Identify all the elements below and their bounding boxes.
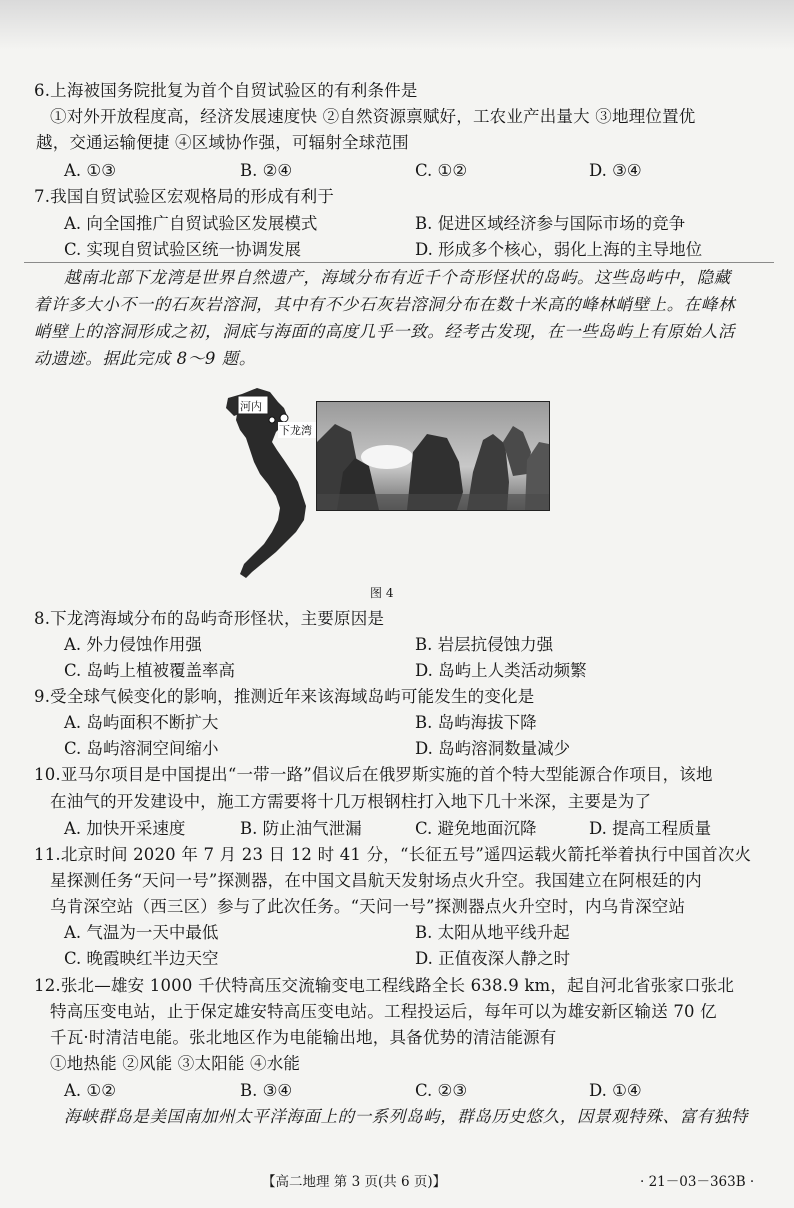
- q8-option-c: C. 岛屿上植被覆盖率高: [64, 661, 236, 680]
- q9-option-a: A. 岛屿面积不断扩大: [64, 713, 219, 732]
- q11-option-a: A. 气温为一天中最低: [64, 923, 219, 942]
- passage2-line1: 海峡群岛是美国南加州太平洋海面上的一系列岛屿，群岛历史悠久，因景观特殊、富有独特: [64, 1107, 748, 1126]
- q7-option-c: C. 实现自贸试验区统一协调发展: [64, 240, 302, 259]
- q10-option-d: D. 提高工程质量: [589, 819, 712, 838]
- q12-option-c: C. ②③: [415, 1081, 468, 1100]
- q9-stem: 9.受全球气候变化的影响，推测近年来该海域岛屿可能发生的变化是: [34, 687, 535, 706]
- q6-option-c: C. ①②: [415, 161, 468, 180]
- q10-option-c: C. 避免地面沉降: [415, 819, 537, 838]
- q9-option-d: D. 岛屿溶洞数量减少: [415, 739, 571, 758]
- q10-stem: 10.亚马尔项目是中国提出“一带一路”倡议后在俄罗斯实施的首个特大型能源合作项目，该地: [34, 765, 713, 784]
- footer-page-info: 【高二地理 第 3 页(共 6 页)】: [262, 1174, 447, 1190]
- halong-label: 下龙湾: [279, 424, 312, 437]
- footer-code: · 21－03－363B ·: [640, 1174, 755, 1190]
- q12-option-a: A. ①②: [64, 1081, 116, 1100]
- q6-option-d: D. ③④: [589, 161, 642, 180]
- q12-choices: ①地热能 ②风能 ③太阳能 ④水能: [50, 1054, 301, 1073]
- sun-glare: [361, 445, 413, 469]
- q7-option-d: D. 形成多个核心，弱化上海的主导地位: [415, 240, 703, 259]
- passage1-line1: 越南北部下龙湾是世界自然遗产，海域分布有近千个奇形怪状的岛屿。这些岛屿中，隐藏: [64, 268, 731, 287]
- q7-option-b: B. 促进区域经济参与国际市场的竞争: [415, 214, 686, 233]
- q6-option-a: A. ①③: [64, 161, 116, 180]
- q11-stem-line2: 星探测任务“天问一号”探测器，在中国文昌航天发射场点火升空。我国建立在阿根廷的内: [50, 871, 702, 890]
- q6-conditions-line1: ①对外开放程度高，经济发展速度快 ②自然资源禀赋好，工农业产出量大 ③地理位置优: [50, 107, 696, 126]
- q8-stem: 8.下龙湾海域分布的岛屿奇形怪状，主要原因是: [34, 609, 385, 628]
- q8-option-b: B. 岩层抗侵蚀力强: [415, 635, 554, 654]
- q11-stem-line3: 乌肯深空站（西三区）参与了此次任务。“天问一号”探测器点火升空时，内乌肯深空站: [50, 897, 686, 916]
- q8-option-d: D. 岛屿上人类活动频繁: [415, 661, 587, 680]
- vietnam-shape: [236, 388, 306, 578]
- passage1-line4: 动遗迹。据此完成 8～9 题。: [34, 349, 256, 368]
- q7-stem: 7.我国自贸试验区宏观格局的形成有利于: [34, 187, 335, 206]
- section-divider: [24, 262, 774, 263]
- passage1-line3: 峭壁上的溶洞形成之初，洞底与海面的高度几乎一致。经考古发现，在一些岛屿上有原始人活: [34, 322, 736, 341]
- q6-stem: 6.上海被国务院批复为首个自贸试验区的有利条件是: [34, 81, 418, 100]
- q11-option-d: D. 正值夜深人静之时: [415, 949, 571, 968]
- q11-option-b: B. 太阳从地平线升起: [415, 923, 570, 942]
- q12-stem: 12.张北—雄安 1000 千伏特高压交流输变电工程线路全长 638.9 km，起自河北省张家口张北: [34, 976, 735, 995]
- halong-bay-photo: [316, 401, 550, 511]
- figure-caption: 图 4: [370, 586, 394, 600]
- q9-option-b: B. 岛屿海拔下降: [415, 713, 537, 732]
- passage1-line2: 着许多大小不一的石灰岩溶洞，其中有不少石灰岩溶洞分布在数十米高的峰林峭壁上。在峰林: [34, 295, 736, 314]
- q12-stem-line3: 千瓦·时清洁电能。张北地区作为电能输出地，具备优势的清洁能源有: [50, 1028, 557, 1047]
- q12-option-b: B. ③④: [240, 1081, 293, 1100]
- scan-shadow: [0, 0, 794, 50]
- q6-conditions-line2: 越，交通运输便捷 ④区域协作强，可辐射全球范围: [36, 133, 409, 152]
- q6-option-b: B. ②④: [240, 161, 293, 180]
- hanoi-dot: [269, 417, 275, 423]
- q11-stem: 11.北京时间 2020 年 7 月 23 日 12 时 41 分，“长征五号”遥四运载火箭托举着执行中国首次火: [34, 845, 752, 864]
- q12-option-d: D. ①④: [589, 1081, 642, 1100]
- q11-option-c: C. 晚霞映红半边天空: [64, 949, 219, 968]
- q10-option-a: A. 加快开采速度: [64, 819, 186, 838]
- q10-option-b: B. 防止油气泄漏: [240, 819, 362, 838]
- halong-dot: [280, 414, 288, 422]
- q7-option-a: A. 向全国推广自贸试验区发展模式: [64, 214, 318, 233]
- q10-stem-line2: 在油气的开发建设中，施工方需要将十几万根钢柱打入地下几十米深，主要是为了: [50, 792, 652, 811]
- hanoi-label: 河内: [240, 400, 262, 413]
- q8-option-a: A. 外力侵蚀作用强: [64, 635, 202, 654]
- q12-stem-line2: 特高压变电站，止于保定雄安特高压变电站。工程投运后，每年可以为雄安新区输送 70 亿: [50, 1002, 717, 1021]
- q9-option-c: C. 岛屿溶洞空间缩小: [64, 739, 219, 758]
